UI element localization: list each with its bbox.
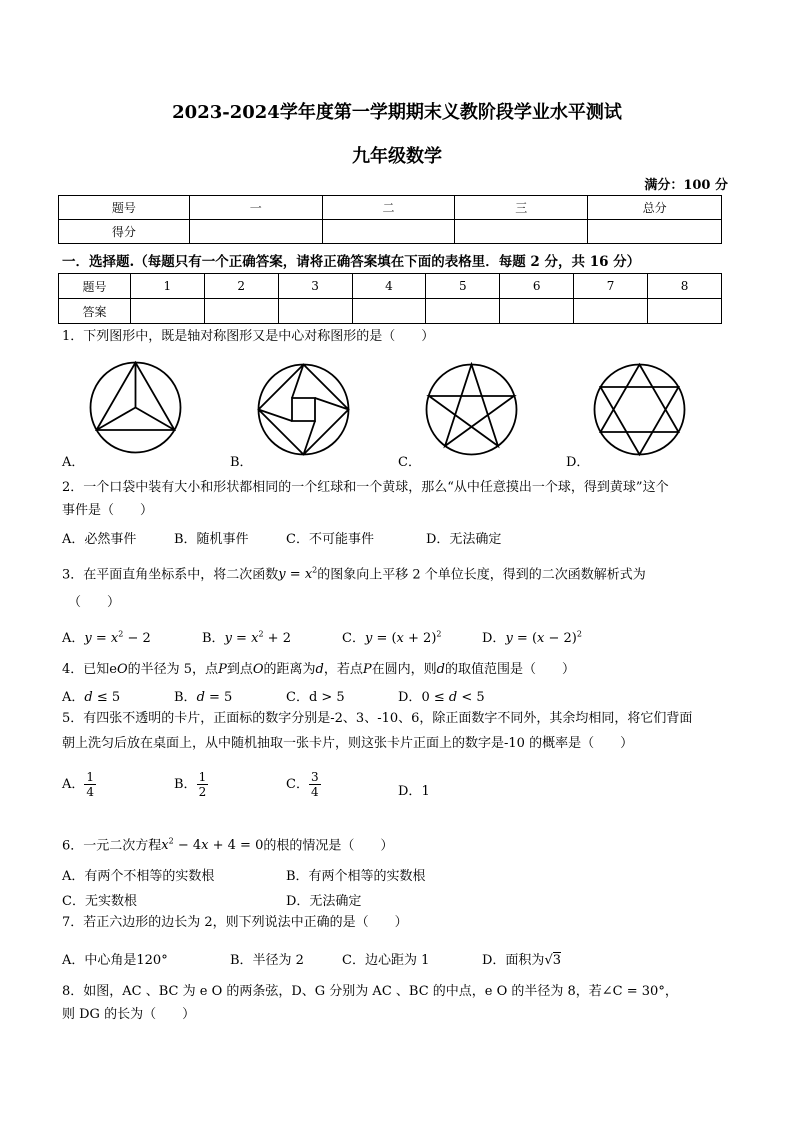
q5-line2: 朝上洗匀后放在桌面上，从中随机抽取一张卡片，则这张卡片正面上的数字是-10 的概率是（ ）: [62, 736, 634, 751]
q2-line1: 2．一个口袋中装有大小和形状都相同的一个红球和一个黄球，那么“从中任意摸出一个球，得到黄球”这个: [62, 480, 669, 495]
question-number-cell: 5: [426, 274, 500, 299]
q3-stem-b: 的图象向上平移 2 个单位长度，得到的二次函数解析式为: [317, 567, 646, 583]
q3-stem-a: 3．在平面直角坐标系中，将二次函数: [62, 567, 279, 583]
score-header-cell: 三: [455, 196, 588, 220]
question-number-cell: 6: [500, 274, 574, 299]
q4-p2: 的半径为 5，点: [127, 662, 219, 677]
score-table: [58, 195, 722, 244]
answer-row-label: 答案: [59, 299, 131, 324]
q5-fraction-a-denominator: 4: [86, 785, 95, 799]
q4-option-c: C．d > 5: [286, 690, 345, 705]
q3-option-d: D．$y = (x - 2)^2$: [482, 629, 582, 646]
q4-p3: 到点: [226, 662, 253, 677]
q4-label-c: C．: [286, 690, 309, 705]
q2-option-d: D．无法确定: [426, 532, 502, 547]
question-number-cell: 2: [204, 274, 278, 299]
q5-fraction-c-denominator: 4: [310, 785, 319, 799]
q5-fraction-a: [84, 770, 96, 799]
q2-option-a: A．必然事件: [62, 532, 137, 547]
q4-option-b: B．d = 5: [174, 690, 233, 705]
q7-sqrt-value: 3: [552, 953, 562, 968]
q1-label-d: D．: [566, 455, 590, 470]
score-cell[interactable]: [189, 220, 322, 244]
q3-paren: （ ）: [68, 595, 121, 610]
score-row-label: 得分: [59, 220, 190, 244]
q3-label-b: B．: [202, 631, 225, 646]
q4-p7: 的取值范围是（ ）: [444, 662, 575, 677]
answer-table-header-row: [59, 274, 722, 299]
answer-row-label: 题号: [59, 274, 131, 299]
q3-option-b: B．$y = x^2 + 2$: [202, 629, 291, 646]
q3-formula: $y = x^2$: [278, 566, 318, 583]
q3-option-a: A．$y = x^2 - 2$: [62, 629, 151, 646]
q4-label-a: A．: [62, 690, 85, 705]
question-number-cell: 8: [648, 274, 722, 299]
answer-cell[interactable]: [352, 299, 426, 324]
q7-stem: 7．若正六边形的边长为 2，则下列说法中正确的是（ ）: [62, 915, 408, 930]
q7-option-d: [482, 949, 561, 968]
q7-option-c: C．边心距为 1: [342, 953, 430, 968]
q5-fraction-c-numerator: 3: [310, 770, 319, 784]
q4-stem: 4．已知eO的半径为 5，点P到点O的距离为d，若点P在圆内，则d的取值范围是（ ）: [62, 662, 575, 677]
q6-stem: [62, 833, 393, 855]
q4-p6: 在圆内，则: [371, 662, 437, 677]
q6-option-d: D．无法确定: [286, 894, 362, 909]
q1-stem: 1．下列图形中，既是轴对称图形又是中心对称图形的是（ ）: [62, 329, 435, 344]
q1-label-c: C．: [398, 455, 421, 470]
exam-subtitle: 九年级数学: [352, 146, 442, 167]
answer-cell[interactable]: [130, 299, 204, 324]
q5-option-d: [398, 780, 430, 799]
q3-label-d: D．: [482, 631, 506, 646]
q6-equation: $x^2 - 4x + 4 = 0$: [161, 837, 264, 854]
q5-option-a: [62, 770, 96, 799]
q2-option-b: B．随机事件: [174, 532, 249, 547]
q5-line1: 5．有四张不透明的卡片，正面标的数字分别是-2、3、-10、6，除正面数字不同外，其余均相同，将它们背面: [62, 711, 693, 726]
q5-d-value: 1: [421, 784, 430, 799]
q6-stem-a: 6．一元二次方程: [62, 838, 162, 854]
q6-stem-b: 的根的情况是（ ）: [263, 838, 394, 854]
q4-label-b: B．: [174, 690, 197, 705]
q7-option-a: A．中心角是120°: [62, 953, 168, 968]
q3-option-c: C．$y = (x + 2)^2$: [342, 629, 442, 646]
q5-fraction-b: [197, 770, 209, 799]
section1-heading: 一．选择题.（每题只有一个正确答案，请将正确答案填在下面的表格里．每题 2 分，共 16 分）: [62, 254, 641, 270]
question-number-cell: 7: [574, 274, 648, 299]
q2-line2: 事件是（ ）: [62, 503, 154, 518]
score-header-cell: 二: [322, 196, 455, 220]
q5-fraction-b-numerator: 1: [198, 770, 207, 784]
q8-line1: 8．如图，AC 、BC 为 e O 的两条弦，D、G 分别为 AC 、BC 的中点，e O 的半径为 8，若∠C = 30°，: [62, 984, 678, 999]
q7-option-d-label: D．面积为: [482, 953, 545, 968]
q5-label-c: C．: [286, 777, 309, 792]
score-header-cell: 题号: [59, 196, 190, 220]
q5-fraction-b-denominator: 2: [198, 785, 207, 799]
q5-fraction-a-numerator: 1: [86, 770, 95, 784]
q5-label-d: D．: [398, 784, 422, 799]
q3-label-c: C．: [342, 631, 365, 646]
q1-figure-c: [424, 362, 519, 457]
q1-figure-b: [256, 362, 351, 457]
answer-cell[interactable]: [278, 299, 352, 324]
q4-option-d: D．0 ≤ d < 5: [398, 690, 485, 705]
answer-table-answer-row: [59, 299, 722, 324]
q6-option-b: B．有两个相等的实数根: [286, 869, 426, 884]
answer-cell[interactable]: [574, 299, 648, 324]
q5-option-c: [286, 770, 321, 799]
score-cell[interactable]: [322, 220, 455, 244]
q4-p5: ，若点: [323, 662, 363, 677]
question-number-cell: 3: [278, 274, 352, 299]
score-header-cell: 总分: [588, 196, 722, 220]
q4-option-a: A．d ≤ 5: [62, 690, 121, 705]
q6-option-a: A．有两个不相等的实数根: [62, 869, 215, 884]
q7-option-b: B．半径为 2: [230, 953, 304, 968]
exam-title: 2023-2024学年度第一学期期末义教阶段学业水平测试: [172, 102, 622, 123]
answer-table: [58, 273, 722, 324]
answer-cell[interactable]: [648, 299, 722, 324]
q2-option-c: C．不可能事件: [286, 532, 374, 547]
q1-label-a: A．: [62, 455, 85, 470]
q1-figure-d: [592, 362, 687, 457]
q6-option-c: C．无实数根: [62, 894, 137, 909]
sqrt-sign-icon: √: [544, 953, 553, 968]
answer-cell[interactable]: [500, 299, 574, 324]
q3-label-a: A．: [62, 631, 85, 646]
question-number-cell: 1: [130, 274, 204, 299]
score-cell[interactable]: [455, 220, 588, 244]
q4-p4: 的距离为: [263, 662, 316, 677]
q4-p1: 4．已知: [62, 662, 110, 677]
q5-label-b: B．: [174, 777, 197, 792]
q3-stem: [62, 562, 646, 584]
full-score: 满分：100 分: [644, 178, 728, 193]
score-table-header-row: [59, 196, 722, 220]
score-table-value-row: [59, 220, 722, 244]
q5-fraction-c: [309, 770, 321, 799]
answer-cell[interactable]: [426, 299, 500, 324]
question-number-cell: 4: [352, 274, 426, 299]
score-cell[interactable]: [588, 220, 722, 244]
q5-label-a: A．: [62, 777, 85, 792]
q8-line2: 则 DG 的长为（ ）: [62, 1007, 196, 1022]
q1-figure-a: [88, 360, 183, 455]
q5-option-b: [174, 770, 208, 799]
q1-label-b: B．: [230, 455, 253, 470]
answer-cell[interactable]: [204, 299, 278, 324]
q4-label-d: D．: [398, 690, 422, 705]
score-header-cell: 一: [189, 196, 322, 220]
